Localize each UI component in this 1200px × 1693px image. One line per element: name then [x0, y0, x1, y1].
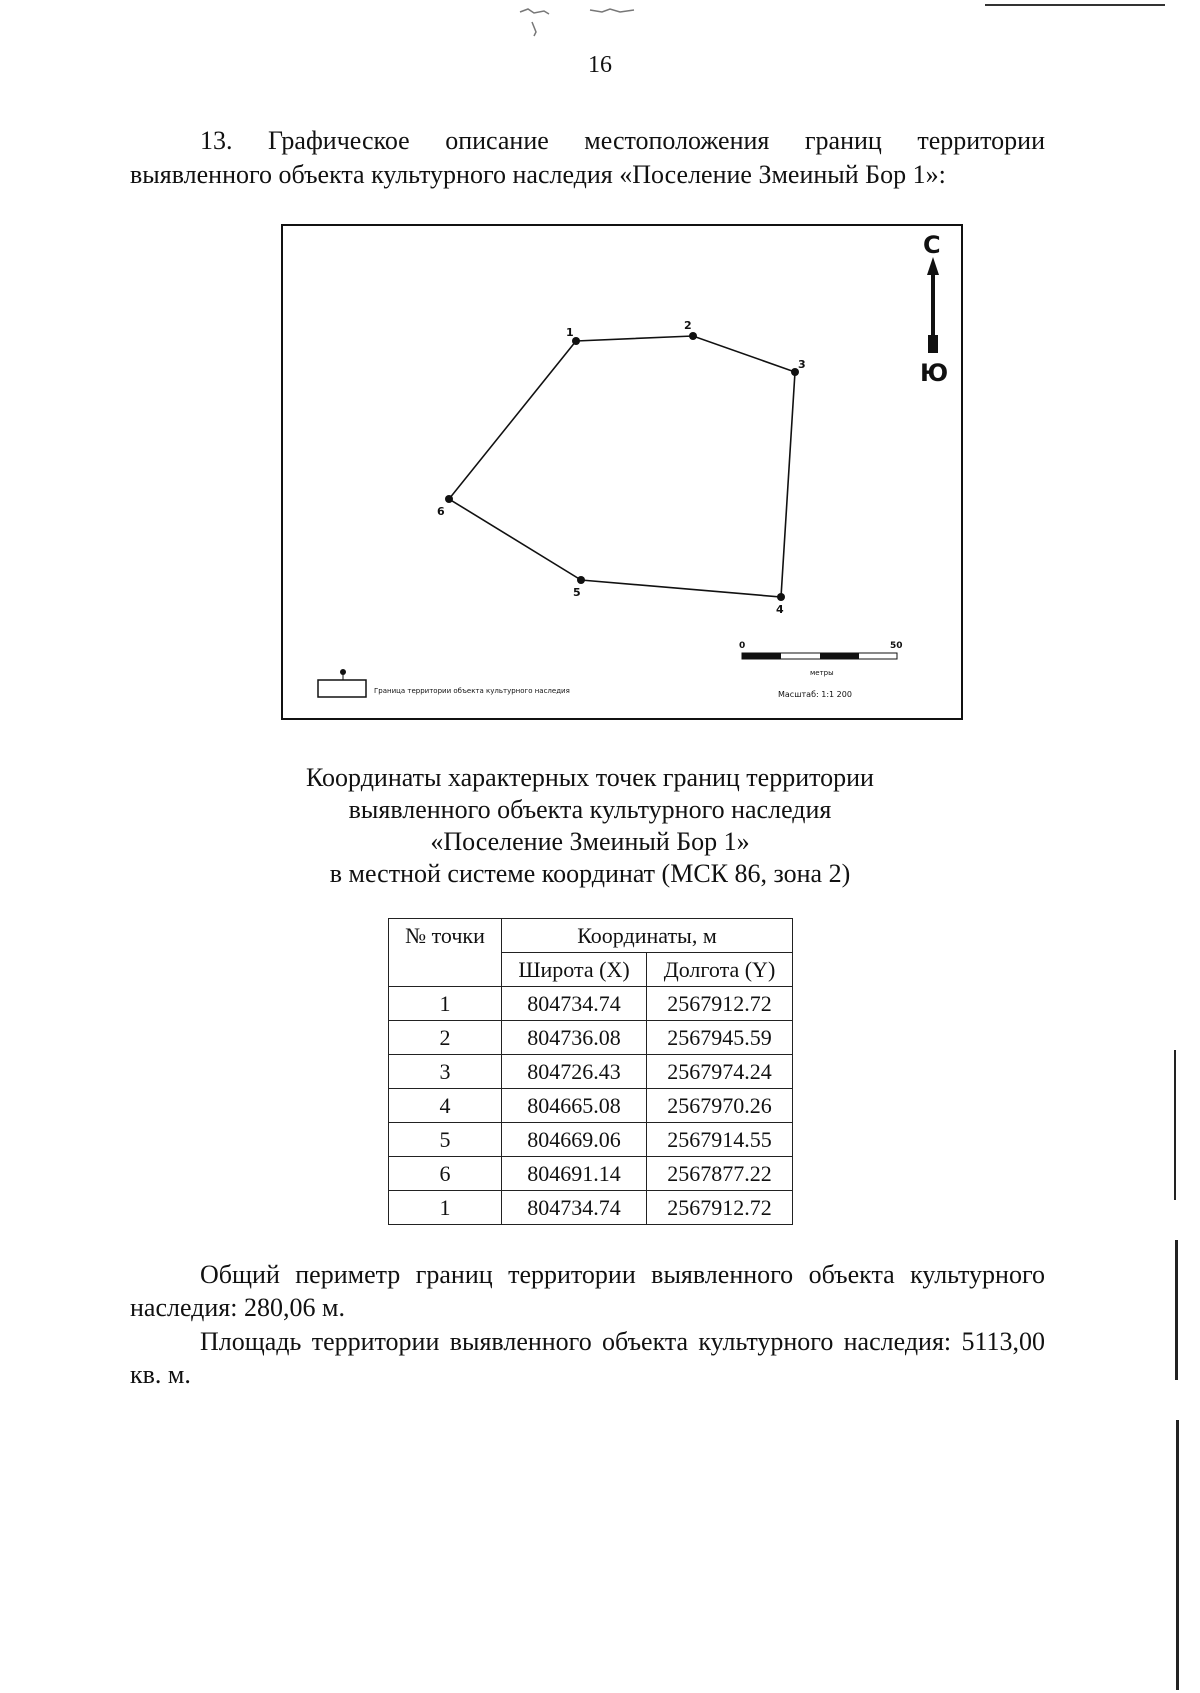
area-paragraph: [130, 1325, 1045, 1391]
cell-x: 804691.14: [502, 1157, 647, 1191]
scale-unit: метры: [810, 669, 834, 677]
cell-x: 804669.06: [502, 1123, 647, 1157]
vertex-label-6: 6: [437, 505, 445, 518]
coordinates-title-line-2: выявленного объекта культурного наследия: [348, 795, 832, 824]
header-coordinates: Координаты, м: [502, 919, 793, 953]
cell-x: 804736.08: [502, 1021, 647, 1055]
table-row: [389, 1089, 793, 1123]
north-label: С: [923, 231, 941, 259]
vertex-label-3: 3: [798, 358, 806, 371]
vertex-label-5: 5: [573, 586, 581, 599]
coordinates-title-line-4: в местной системе координат (МСК 86, зона 2): [329, 859, 851, 888]
table-row: [389, 1123, 793, 1157]
scan-edge-line: [1176, 1420, 1179, 1690]
coordinates-table: [388, 918, 793, 1225]
header-latitude: Широта (X): [502, 953, 647, 987]
scale-start: 0: [739, 641, 746, 651]
perimeter-paragraph: [130, 1258, 1045, 1324]
scale-text: Масштаб: 1:1 200: [778, 690, 852, 699]
coordinates-title: [0, 762, 1180, 890]
cell-x: 804734.74: [502, 987, 647, 1021]
vertex-label-1: 1: [566, 326, 574, 339]
vertex-label-2: 2: [684, 319, 692, 332]
cell-y: 2567945.59: [647, 1021, 793, 1055]
coordinates-title-line-1: Координаты характерных точек границ территории: [306, 763, 874, 792]
table-row: [389, 1191, 793, 1225]
scan-edge-line: [1175, 1240, 1178, 1380]
map-border: [282, 225, 962, 719]
vertex-4: [777, 593, 785, 601]
cell-y: 2567974.24: [647, 1055, 793, 1089]
cell-y: 2567912.72: [647, 987, 793, 1021]
vertex-label-4: 4: [776, 603, 784, 616]
scan-edge-line: [1174, 1050, 1176, 1200]
vertex-2: [689, 332, 697, 340]
scan-noise-mark: [470, 0, 730, 40]
top-rule: [985, 4, 1165, 6]
cell-y: 2567912.72: [647, 1191, 793, 1225]
header-longitude: Долгота (Y): [647, 953, 793, 987]
cell-x: 804726.43: [502, 1055, 647, 1089]
cell-y: 2567914.55: [647, 1123, 793, 1157]
table-row: [389, 1055, 793, 1089]
cell-point: 1: [389, 987, 502, 1021]
legend-text: Граница территории объекта культурного наследия: [374, 687, 570, 695]
page-number: 16: [588, 52, 612, 78]
section-heading: [130, 124, 1045, 192]
vertex-5: [577, 576, 585, 584]
cell-x: 804665.08: [502, 1089, 647, 1123]
coordinates-title-line-3: «Поселение Змеиный Бор 1»: [430, 827, 750, 856]
section-heading-text: 13. Графическое описание местоположения границ территории выявленного объекта культурного наследия «Поселение Змеиный Бор 1»:: [130, 126, 1045, 189]
cell-point: 4: [389, 1089, 502, 1123]
table-row: [389, 987, 793, 1021]
cell-point: 6: [389, 1157, 502, 1191]
table-row: [389, 1157, 793, 1191]
perimeter-text: Общий периметр границ территории выявленного объекта культурного наследия: 280,06 м.: [130, 1260, 1045, 1322]
south-label: Ю: [920, 359, 949, 387]
area-text: Площадь территории выявленного объекта культурного наследия: 5113,00 кв. м.: [130, 1327, 1045, 1389]
table-row: [389, 1021, 793, 1055]
scale-end: 50: [890, 641, 903, 651]
cell-point: 5: [389, 1123, 502, 1157]
cell-x: 804734.74: [502, 1191, 647, 1225]
cell-y: 2567970.26: [647, 1089, 793, 1123]
cell-point: 1: [389, 1191, 502, 1225]
cell-point: 3: [389, 1055, 502, 1089]
boundary-map: [280, 223, 964, 721]
table-header-row: [389, 919, 793, 953]
cell-point: 2: [389, 1021, 502, 1055]
legend-symbol: [318, 680, 366, 697]
vertex-6: [445, 495, 453, 503]
cell-y: 2567877.22: [647, 1157, 793, 1191]
header-point-number: № точки: [389, 919, 502, 987]
